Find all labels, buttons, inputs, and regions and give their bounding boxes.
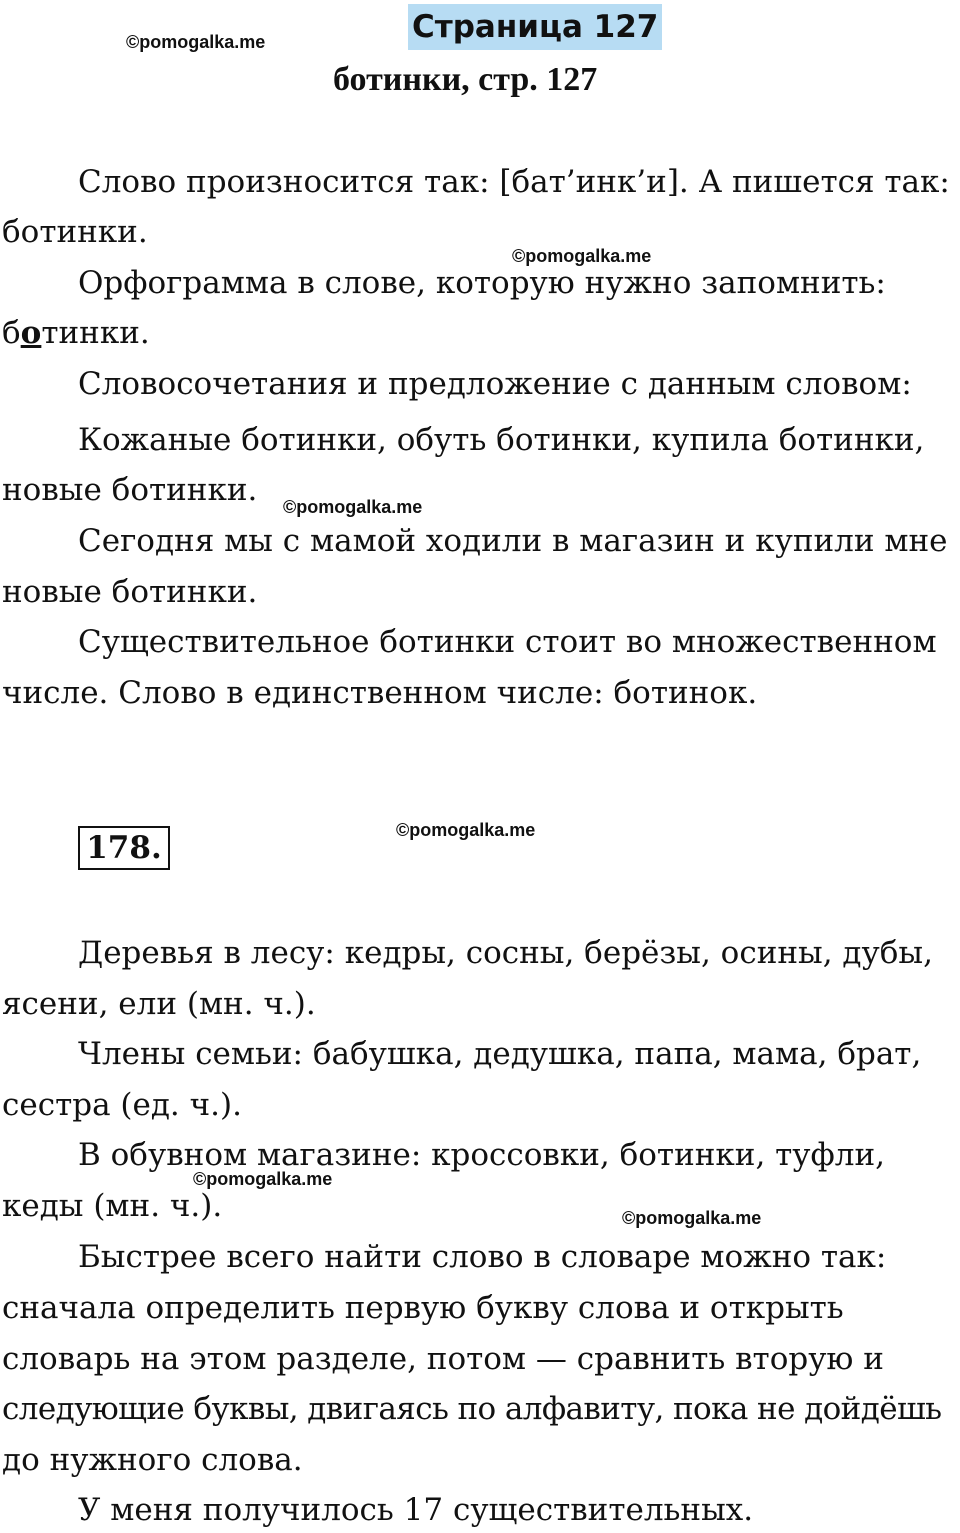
watermark: ©pomogalka.me bbox=[512, 246, 652, 266]
watermark: ©pomogalka.me bbox=[193, 1169, 333, 1189]
text-line: Быстрее всего найти слово в словаре можно так: bbox=[78, 1239, 887, 1275]
text-line: Орфограмма в слове, которую нужно запомнить: bbox=[78, 265, 886, 301]
text-line: Словосочетания и предложение с данным словом: bbox=[78, 366, 912, 402]
word-part: б bbox=[2, 315, 21, 351]
text-line: У меня получилось 17 существительных. bbox=[78, 1492, 754, 1528]
text-line: новые ботинки. bbox=[2, 472, 258, 508]
text-line: Сегодня мы с мамой ходили в магазин и купили мне bbox=[78, 523, 948, 559]
page-subtitle: ботинки, стр. 127 bbox=[333, 61, 598, 98]
text-line: сестра (ед. ч.). bbox=[2, 1087, 242, 1123]
text-line: следующие буквы, двигаясь по алфавиту, пока не дойдёшь bbox=[2, 1391, 942, 1427]
text-line: Кожаные ботинки, обуть ботинки, купила ботинки, bbox=[78, 422, 925, 458]
exercise-number: 178. bbox=[78, 826, 170, 870]
text-line: кеды (мн. ч.). bbox=[2, 1188, 223, 1224]
text-line: Члены семьи: бабушка, дедушка, папа, мама, брат, bbox=[78, 1036, 922, 1072]
text-line: словарь на этом разделе, потом — сравнить вторую и bbox=[2, 1341, 884, 1377]
page-title: Страница 127 bbox=[408, 4, 662, 50]
watermark: ©pomogalka.me bbox=[396, 820, 536, 840]
watermark: ©pomogalka.me bbox=[622, 1208, 762, 1228]
text-line: ботинки. bbox=[2, 214, 148, 250]
text-line: В обувном магазине: кроссовки, ботинки, туфли, bbox=[78, 1137, 886, 1173]
orthogram-letter: о bbox=[20, 315, 42, 351]
word-part: тинки. bbox=[41, 315, 150, 351]
text-line: числе. Слово в единственном числе: ботинок. bbox=[2, 675, 758, 711]
text-line: Деревья в лесу: кедры, сосны, берёзы, осины, дубы, bbox=[78, 935, 933, 971]
text-line: сначала определить первую букву слова и открыть bbox=[2, 1290, 844, 1326]
watermark: ©pomogalka.me bbox=[126, 32, 266, 52]
watermark: ©pomogalka.me bbox=[283, 497, 423, 517]
text-line: Существительное ботинки стоит во множественном bbox=[78, 624, 937, 660]
text-line: до нужного слова. bbox=[2, 1442, 303, 1478]
text-line bbox=[2, 313, 150, 353]
text-line: новые ботинки. bbox=[2, 574, 258, 610]
text-line: Слово произносится так: [бат’инк’и]. А пишется так: bbox=[78, 164, 950, 200]
text-line: ясени, ели (мн. ч.). bbox=[2, 986, 316, 1022]
